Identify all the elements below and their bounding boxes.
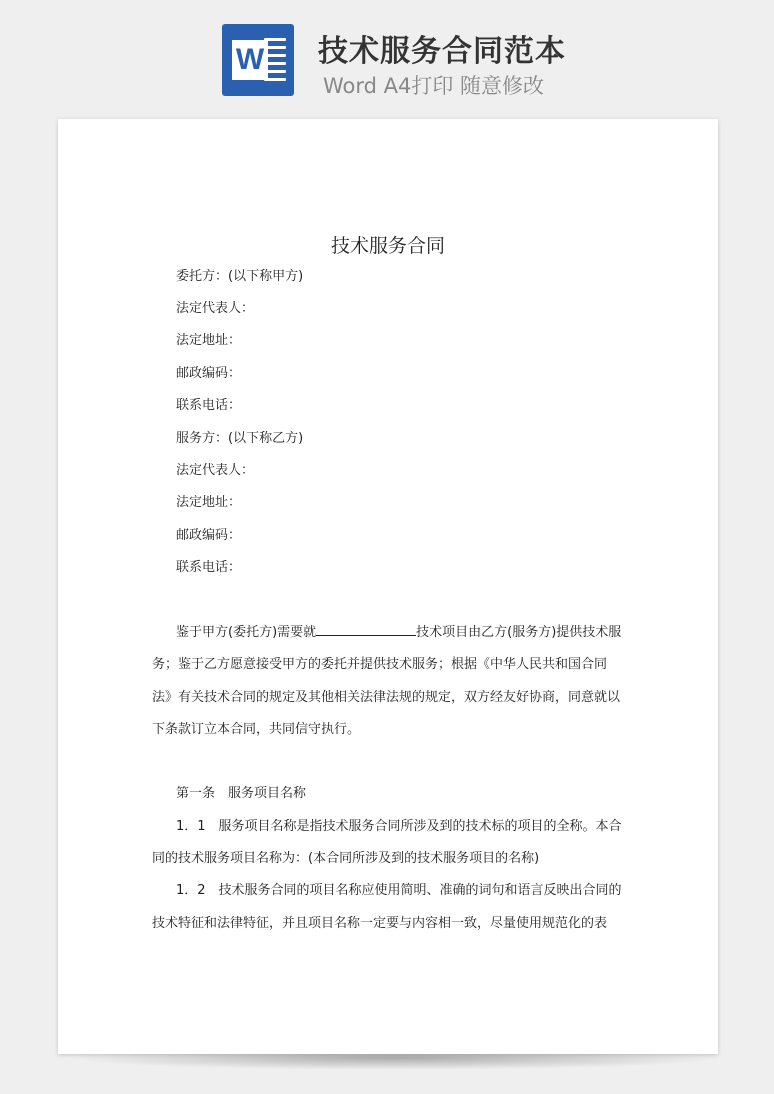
word-icon-letter: W (232, 40, 268, 80)
clause-1-2-line-1: 1．2 技术服务合同的项目名称应使用简明、准确的词句和语言反映出合同的 (176, 883, 622, 898)
party-b-address: 法定地址： (176, 495, 242, 510)
party-a-address: 法定地址： (176, 333, 242, 348)
preamble-line-1-start: 鉴于甲方(委托方)需要就 (176, 625, 317, 640)
party-b-representative: 法定代表人： (176, 463, 255, 478)
clause-1-2-line-2: 技术特征和法律特征，并且项目名称一定要与内容相一致，尽量使用规范化的表 (152, 916, 608, 931)
party-b-phone: 联系电话： (176, 560, 242, 575)
article-1-heading: 第一条 服务项目名称 (176, 786, 307, 801)
document-page (58, 119, 718, 1054)
preamble-line-1 (176, 621, 621, 640)
party-a-postcode: 邮政编码： (176, 366, 242, 381)
preamble-line-2: 务；鉴于乙方愿意接受甲方的委托并提供技术服务；根据《中华人民共和国合同 (152, 657, 608, 672)
party-b-provider: 服务方：(以下称乙方) (176, 431, 304, 446)
banner-subtitle: Word A4打印 随意修改 (323, 74, 545, 98)
clause-1-1-line-2: 同的技术服务项目名称为：(本合同所涉及到的技术服务项目的名称) (152, 851, 540, 866)
preamble-line-4: 下条款订立本合同，共同信守执行。 (152, 722, 361, 737)
clause-1-1-line-1: 1．1 服务项目名称是指技术服务合同所涉及到的技术标的项目的全称。本合 (176, 819, 622, 834)
party-b-postcode: 邮政编码： (176, 528, 242, 543)
party-a-representative: 法定代表人： (176, 301, 255, 316)
banner-title: 技术服务合同范本 (318, 34, 566, 69)
watermark (91, 471, 105, 491)
preamble-line-3: 法》有关技术合同的规定及其他相关法律法规的规定，双方经友好协商，同意就以 (152, 690, 621, 705)
document-title: 技术服务合同 (330, 235, 445, 257)
project-blank (316, 624, 416, 636)
preamble-line-1-end: 技术项目由乙方(服务方)提供技术服 (416, 625, 622, 640)
party-a-phone: 联系电话： (176, 398, 242, 413)
banner (0, 0, 774, 112)
party-a-client: 委托方：(以下称甲方) (176, 269, 304, 284)
word-icon (222, 24, 294, 96)
